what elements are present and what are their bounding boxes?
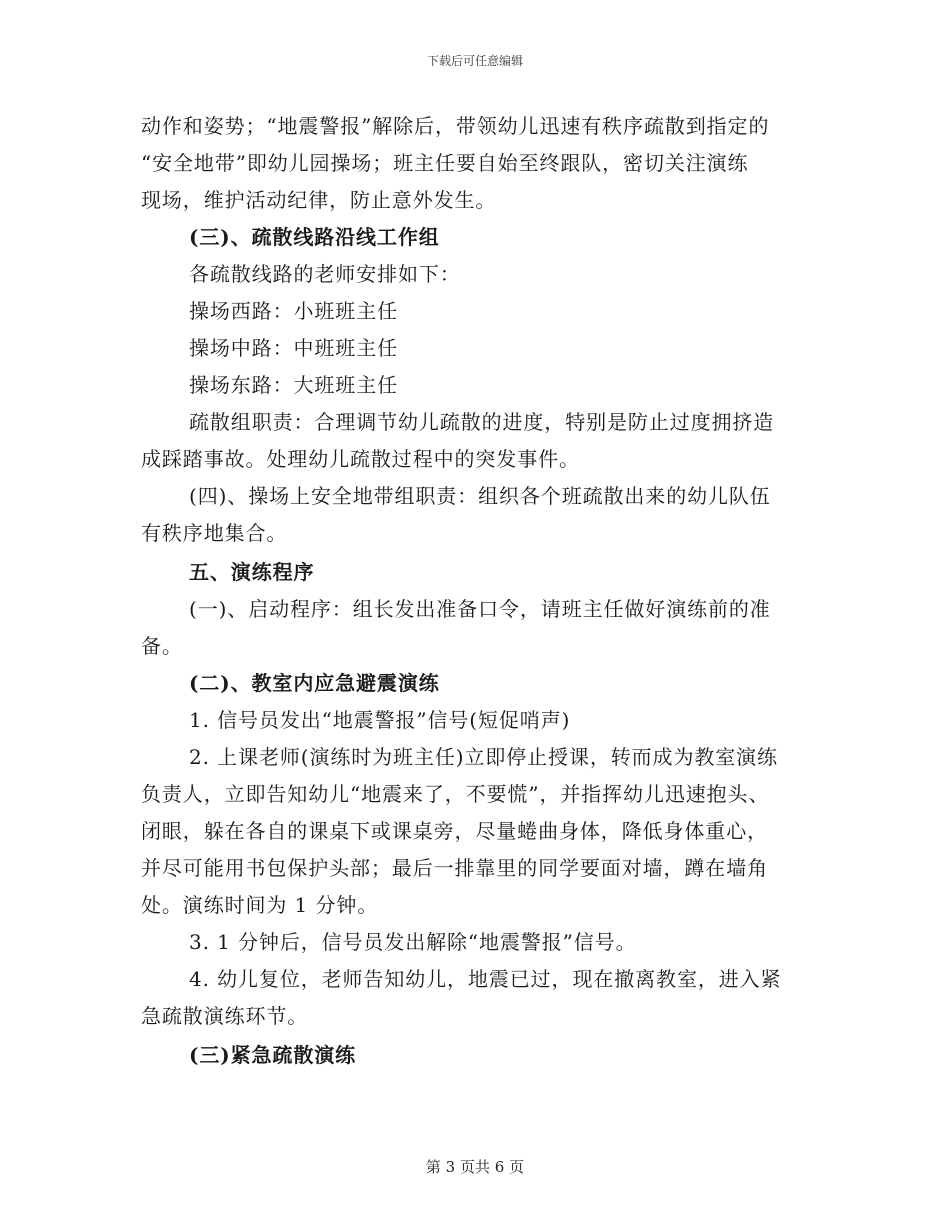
page-header: 下载后可任意编辑 (426, 54, 523, 68)
page-footer: 第 3 页共 6 页 (425, 1158, 525, 1176)
section-heading: (三)、疏散线路沿线工作组 (189, 225, 440, 249)
text-line: 急疏散演练环节。 (141, 1004, 309, 1028)
text-line: 疏散组职责：合理调节幼儿疏散的进度，特别是防止过度拥挤造 (189, 410, 775, 434)
text-line: 操场东路：大班班主任 (189, 373, 398, 397)
text-line: (四)、操场上安全地带组职责：组织各个班疏散出来的幼儿队伍 (189, 484, 771, 508)
text-line: 负责人，立即告知幼儿“地震来了，不要慌”，并指挥幼儿迅速抱头、 (141, 782, 770, 806)
text-line: 处。演练时间为 1 分钟。 (141, 893, 379, 917)
text-line: “安全地带”即幼儿园操场；班主任要自始至终跟队，密切关注演练 (141, 151, 749, 175)
text-line: 成踩踏事故。处理幼儿疏散过程中的突发事件。 (141, 447, 580, 471)
text-line: 3. 1 分钟后，信号员发出解除“地震警报”信号。 (189, 930, 637, 954)
text-line: 操场中路：中班班主任 (189, 336, 398, 360)
text-line: 操场西路：小班班主任 (189, 299, 398, 323)
text-line: (一)、启动程序：组长发出准备口令，请班主任做好演练前的准 (189, 597, 771, 621)
text-line: 2. 上课老师(演练时为班主任)立即停止授课，转而成为教室演练 (189, 745, 778, 769)
section-heading: (二)、教室内应急避震演练 (189, 671, 440, 695)
text-line: 闭眼，躲在各自的课桌下或课桌旁，尽量蜷曲身体，降低身体重心， (141, 819, 768, 843)
text-line: 1. 信号员发出“地震警报”信号(短促哨声) (189, 708, 571, 732)
text-line: 各疏散线路的老师安排如下： (189, 262, 461, 286)
text-line: 现场，维护活动纪律，防止意外发生。 (141, 188, 497, 212)
section-heading: 五、演练程序 (189, 560, 315, 584)
section-heading: (三)紧急疏散演练 (189, 1043, 357, 1067)
text-line: 并尽可能用书包保护头部；最后一排靠里的同学要面对墙，蹲在墙角 (141, 856, 768, 880)
text-line: 有秩序地集合。 (141, 521, 288, 545)
text-line: 备。 (141, 634, 183, 658)
text-line: 4. 幼儿复位，老师告知幼儿，地震已过，现在撤离教室，进入紧 (189, 967, 782, 991)
text-line: 动作和姿势；“地震警报”解除后，带领幼儿迅速有秩序疏散到指定的 (141, 114, 770, 138)
